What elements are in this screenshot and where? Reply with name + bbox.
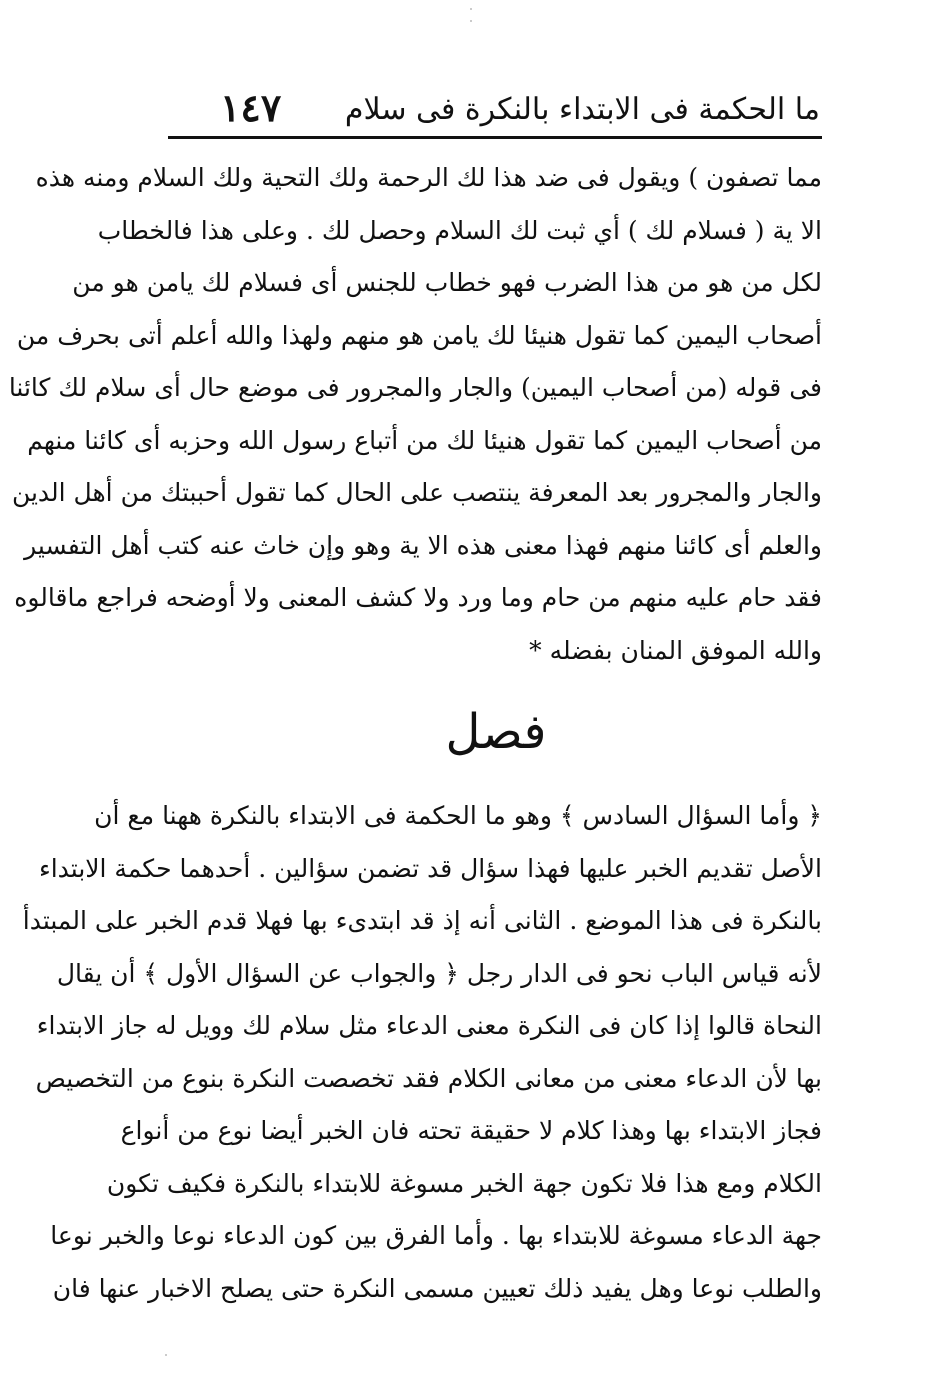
text-line: لأنه قياس الباب نحو فى الدار رجل ﴿ والجواب عن السؤال الأول ﴾ أن يقال (56, 958, 822, 988)
text-line: الا ية ( فسلام لك ) أي ثبت لك السلام وحصل لك . وعلى هذا فالخطاب (97, 215, 822, 245)
text-line: ﴿ وأما السؤال السادس ﴾ وهو ما الحكمة فى الابتداء بالنكرة ههنا مع أن (94, 801, 822, 830)
text-line: لكل من هو من هذا الضرب فهو خطاب للجنس أى فسلام لك يامن هو من (72, 268, 822, 297)
text-line: فقد حام عليه منهم من حام وما ورد ولا كشف المعنى ولا أوضحه فراجع ماقالوه (14, 583, 822, 612)
text-line: من أصحاب اليمين كما تقول هنيئا لك من أتباع رسول الله وحزبه أى كائنا منهم (27, 425, 822, 455)
text-line: والجار والمجرور بعد المعرفة ينتصب على الحال كما تقول أحببتك من أهل الدين (11, 478, 822, 507)
text-line: والله الموفق المنان بفضله * (529, 635, 822, 665)
text-line: والطلب نوعا وهل يفيد ذلك تعيين مسمى النكرة حتى يصلح الاخبار عنها فان (52, 1273, 822, 1303)
text-line: النحاة قالوا إذا كان فى النكرة معنى الدعاء مثل سلام لك وويل له جاز الابتداء (36, 1011, 822, 1040)
paper-speck (470, 8, 472, 10)
text-line: بالنكرة فى هذا الموضع . الثانى أنه إذ قد ابتدىء بها فهلا قدم الخبر على المبتدأ (22, 906, 822, 935)
page-number: ١٤٧ (220, 85, 282, 130)
text-line: أصحاب اليمين كما تقول هنيئا لك يامن هو منهم ولهذا والله أعلم أتى بحرف من (16, 320, 822, 350)
text-line: مما تصفون ) ويقول فى ضد هذا لك الرحمة ولك التحية ولك السلام ومنه هذه (35, 163, 822, 192)
paper-speck (165, 1354, 167, 1356)
text-line: جهة الدعاء مسوغة للابتداء بها . وأما الفرق بين كون الدعاء نوعا والخبر نوعا (50, 1221, 822, 1250)
text-line: بها لأن الدعاء معنى من معانى الكلام فقد تخصصت النكرة بنوع من التخصيص (35, 1063, 822, 1093)
running-title: ما الحكمة فى الابتداء بالنكرة فى سلام (344, 92, 820, 127)
text-line: فجاز الابتداء بها وهذا كلام لا حقيقة تحته فان الخبر أيضا نوع من أنواع (120, 1116, 822, 1145)
text-line: والعلم أى كائنا منهم فهذا معنى هذه الا ية وهو وإن خاث عنه كتب أهل التفسير (24, 530, 822, 560)
page-header (170, 84, 820, 134)
paragraph-1 (8, 152, 822, 677)
paragraph-2 (22, 790, 822, 1315)
text-line: الكلام ومع هذا فلا تكون جهة الخبر مسوغة للابتداء بالنكرة فكيف تكون (106, 1168, 822, 1198)
text-line: الأصل تقديم الخبر عليها فهذا سؤال قد تضمن سؤالين . أحدهما حكمة الابتداء (38, 853, 822, 883)
header-rule (168, 136, 822, 139)
text-line: فى قوله (من أصحاب اليمين) والجار والمجرور فى موضع حال أى سلام لك كائنا (8, 373, 822, 402)
section-heading: فصل (445, 704, 547, 760)
paper-speck (470, 20, 472, 22)
